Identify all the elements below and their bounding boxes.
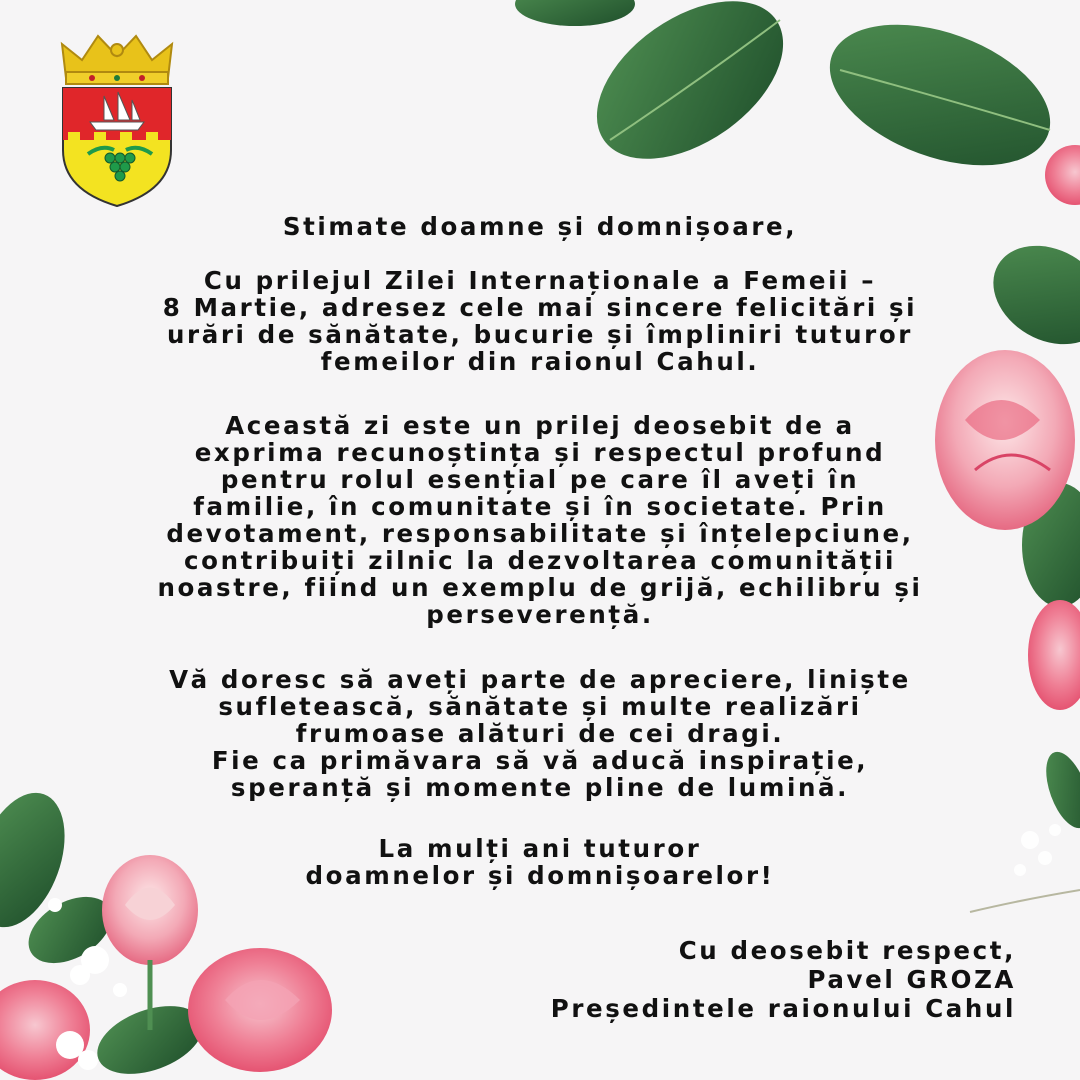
closing-wishes: La mulți ani tuturor doamnelor și domnișoarelor!: [305, 834, 775, 890]
greeting-line: Stimate doamne și domnișoare,: [282, 212, 798, 241]
paragraph-3: Vă doresc să aveți parte de apreciere, liniște sufletească, sănătate și multe realizări frumoase alături de cei dragi. Fie ca primăvara să vă aducă inspirație, speranță și momente pline de lumină.: [169, 665, 911, 802]
coat-of-arms-icon: [58, 30, 176, 208]
bottom-left-flowers: [0, 781, 332, 1080]
paragraph-2: Această zi este un prilej deosebit de a exprima recunoștința și respectul profund pentru rolul esențial pe care îl aveți în familie, în comunitate și în societate. Prin devotament, responsabilitate și înțelepciune, contribuiți zilnic la dezvoltarea comunității noastre, fiind un exemplu de grijă, echilibru și perseverență.: [157, 411, 923, 629]
crown-icon: [62, 36, 172, 84]
paragraph-1: Cu prilejul Zilei Internaționale a Femeii – 8 Martie, adresez cele mai sincere felicitări și urări de sănătate, bucurie și împliniri tuturor femeilor din raionul Cahul.: [162, 266, 918, 376]
signature-block: Cu deosebit respect, Pavel GROZA Președintele raionului Cahul: [550, 936, 1016, 1023]
